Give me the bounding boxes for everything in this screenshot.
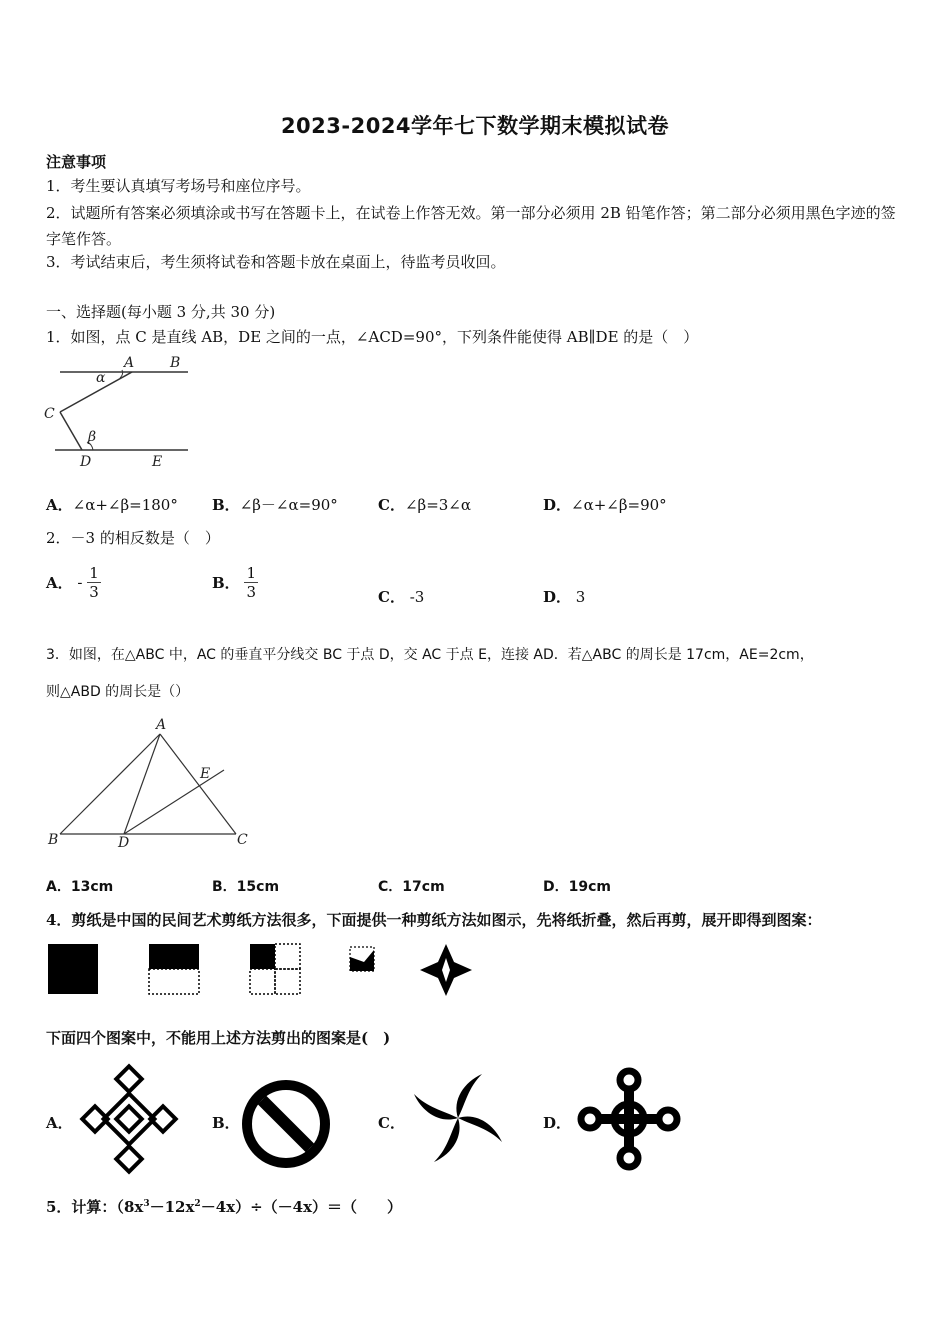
- q2-option-a-fraction: $\frac{1}{3}$: [89, 564, 99, 601]
- step-square-full: [48, 944, 98, 994]
- q3-figure: [44, 716, 264, 856]
- q1-label-c: C: [44, 406, 55, 422]
- section-heading: 一、选择题(每小题 3 分,共 30 分): [46, 303, 276, 321]
- q1-stem: 1．如图，点 C 是直线 AB，DE 之间的一点，∠ACD=90°，下列条件能使得 AB∥DE 的是（ ）: [46, 328, 699, 346]
- q3-label-e: E: [200, 766, 211, 782]
- notice-item-3: 3．考试结束后，考生须将试卷和答题卡放在桌面上，待监考员收回。: [46, 253, 506, 271]
- q2-option-d: D． 3: [543, 588, 586, 606]
- q3-label-c: C: [237, 832, 248, 848]
- q1-option-c: C．∠β=3∠α: [378, 496, 472, 514]
- paper-folding-steps: [46, 942, 486, 1002]
- q4-option-b-label: B．: [212, 1114, 240, 1132]
- q3-option-b: B．15cm: [212, 879, 280, 895]
- q1-label-d: D: [80, 454, 92, 470]
- q5-stem: 5．计算：$(8x^3-12x^2-4x)\div(-4x)=$（ ）: [46, 1198, 403, 1216]
- q3-option-d: D．19cm: [543, 879, 611, 895]
- q1-label-b: B: [170, 355, 181, 371]
- q4-option-a-label: A．: [46, 1114, 73, 1132]
- q1-option-d: D．∠α+∠β=90°: [543, 496, 667, 514]
- q1-option-a: A．∠α+∠β=180°: [46, 496, 178, 514]
- q3-label-a: A: [156, 717, 167, 733]
- q2-option-b-fraction: $\frac{1}{3}$: [246, 564, 257, 601]
- q4-option-c-pattern: [404, 1064, 512, 1172]
- q3-label-b: B: [48, 832, 59, 848]
- q2-option-a: A． - $\frac{1}{3}$: [46, 564, 99, 601]
- step-fold-half: [149, 944, 199, 994]
- q1-option-b: B．∠β－∠α=90°: [212, 496, 338, 514]
- page-title: 2023-2024学年七下数学期末模拟试卷: [280, 114, 670, 138]
- notice-item-1: 1．考生要认真填写考场号和座位序号。: [46, 177, 311, 195]
- q4-option-d-pattern: [576, 1066, 682, 1172]
- q1-label-alpha: α: [96, 370, 106, 386]
- q2-stem: 2．－3 的相反数是（ ）: [46, 529, 220, 547]
- q4-stem: 4．剪纸是中国的民间艺术剪纸方法很多，下面提供一种剪纸方法如图示，先将纸折叠，然后再剪，展开即得到图案：: [46, 911, 822, 929]
- q4-option-c-label: C．: [378, 1114, 405, 1132]
- q1-label-a: A: [124, 355, 135, 371]
- q1-figure: [40, 352, 200, 472]
- q3-stem-line2: 则△ABD 的周长是（）: [46, 684, 190, 700]
- q3-option-a: A．13cm: [46, 879, 114, 895]
- q4-option-d-label: D．: [543, 1114, 572, 1132]
- q4-option-a-pattern: [80, 1066, 180, 1172]
- step-cut: [350, 947, 374, 971]
- q1-label-beta: β: [88, 429, 97, 445]
- q3-label-d: D: [118, 835, 130, 851]
- step-result-pattern: [420, 944, 472, 996]
- notice-item-2: 2．试题所有答案必须填涂或书写在答题卡上，在试卷上作答无效。第一部分必须用 2B 铅笔作答；第二部分必须用黑色字迹的签字笔作答。: [46, 204, 896, 248]
- q1-label-e: E: [152, 454, 163, 470]
- q2-option-b: B． $\frac{1}{3}$: [212, 564, 257, 601]
- q4-option-b-pattern: [240, 1078, 334, 1172]
- q3-option-c: C．17cm: [378, 879, 445, 895]
- step-fold-quarter: [250, 944, 300, 994]
- q2-option-c: C． -3: [378, 588, 425, 606]
- q4-question: 下面四个图案中，不能用上述方法剪出的图案是( ): [46, 1029, 391, 1047]
- q3-stem-line1: 3．如图，在△ABC 中，AC 的垂直平分线交 BC 于点 D，交 AC 于点 E，连接 AD．若△ABC 的周长是 17cm，AE=2cm，: [46, 647, 814, 663]
- notice-heading: 注意事项: [46, 153, 107, 171]
